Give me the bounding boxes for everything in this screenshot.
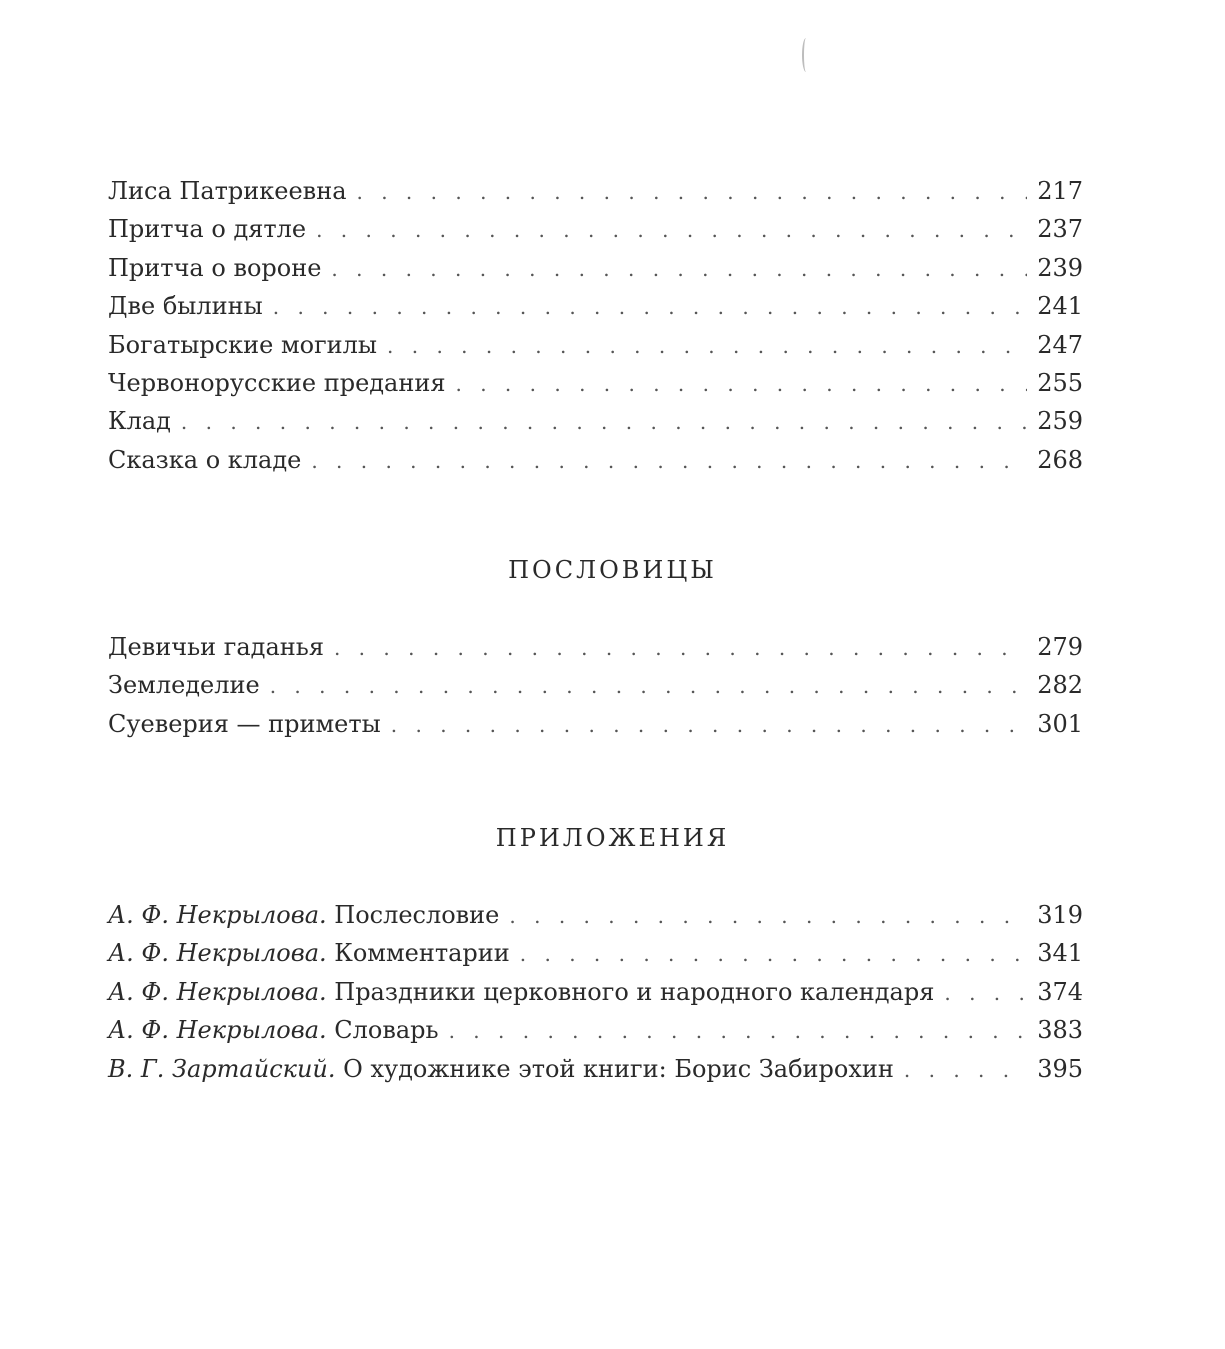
entry-title: Клад: [108, 407, 171, 436]
leader-dots: [334, 629, 1027, 667]
entry-page: 395: [1037, 1054, 1083, 1083]
toc-entry: [108, 628, 1083, 666]
entry-page: 255: [1037, 368, 1083, 397]
entry-page: 239: [1037, 253, 1083, 282]
leader-dots: [449, 1012, 1028, 1050]
entry-page: 319: [1037, 901, 1083, 929]
leader-dots: [520, 935, 1027, 973]
toc-entry: [108, 441, 1083, 479]
leader-dots: [391, 706, 1027, 744]
entry-title: Девичьи гаданья: [108, 633, 324, 661]
section-heading-proverbs: ПОСЛОВИЦЫ: [508, 556, 717, 584]
leader-dots: [273, 288, 1027, 326]
entry-author: А. Ф. Некрылова.: [108, 1016, 327, 1045]
entry-page: 241: [1037, 292, 1083, 321]
entry-page: 237: [1037, 215, 1083, 244]
entry-page: 374: [1037, 977, 1083, 1006]
entry-title-text: Праздники церковного и народного календаря: [334, 977, 935, 1006]
toc-entry: [108, 326, 1083, 364]
leader-dots: [387, 327, 1027, 365]
entry-title: Притча о дятле: [108, 215, 307, 244]
entry-title: Притча о вороне: [108, 253, 322, 282]
leader-dots: [331, 250, 1027, 288]
toc-entry: [108, 172, 1083, 210]
leader-dots: [944, 974, 1027, 1012]
entry-title-text: Послесловие: [334, 901, 500, 929]
entry-page: 268: [1037, 445, 1083, 474]
entry-title: Две былины: [108, 292, 263, 321]
leader-dots: [456, 365, 1028, 403]
entry-page: 217: [1037, 177, 1083, 205]
toc-list-proverbs: [108, 628, 1083, 743]
entry-title: [108, 1050, 894, 1088]
entry-title: [108, 1011, 439, 1049]
entry-title: [108, 973, 934, 1011]
leader-dots: [357, 173, 1028, 211]
entry-page: 259: [1037, 407, 1083, 436]
entry-title: Лиса Патрикеевна: [108, 177, 347, 205]
entry-page: 301: [1037, 709, 1083, 738]
leader-dots: [270, 667, 1027, 705]
entry-author: А. Ф. Некрылова.: [108, 901, 327, 929]
entry-page: 341: [1037, 939, 1083, 968]
toc-entry: [108, 666, 1083, 704]
entry-title-text: О художнике этой книги: Борис Забирохин: [343, 1054, 894, 1083]
entry-author: А. Ф. Некрылова.: [108, 939, 327, 968]
leader-dots: [509, 897, 1027, 935]
section-heading-appendices: ПРИЛОЖЕНИЯ: [495, 824, 730, 852]
toc-entry: [108, 402, 1083, 440]
toc-entry: [108, 1050, 1083, 1088]
entry-author: В. Г. Зартайский.: [108, 1054, 336, 1083]
entry-page: 383: [1037, 1016, 1083, 1045]
entry-page: 279: [1037, 633, 1083, 661]
entry-title-text: Словарь: [334, 1016, 439, 1045]
entry-title: [108, 896, 499, 934]
entry-title-text: Комментарии: [334, 939, 510, 968]
toc-entry: [108, 973, 1083, 1011]
toc-entry: [108, 896, 1083, 934]
entry-title: [108, 934, 510, 972]
leader-dots: [181, 403, 1027, 441]
entry-title: Суеверия — приметы: [108, 709, 381, 738]
entry-page: 282: [1037, 671, 1083, 700]
toc-entry: [108, 705, 1083, 743]
toc-entry: [108, 934, 1083, 972]
leader-dots: [904, 1051, 1027, 1089]
toc-entry: [108, 249, 1083, 287]
entry-title: Земледелие: [108, 671, 260, 700]
entry-title: Сказка о кладе: [108, 445, 302, 474]
toc-entry: [108, 1011, 1083, 1049]
entry-author: А. Ф. Некрылова.: [108, 977, 327, 1006]
toc-list-tales: [108, 172, 1083, 479]
leader-dots: [316, 211, 1027, 249]
toc-entry: [108, 364, 1083, 402]
entry-page: 247: [1037, 330, 1083, 359]
toc-entry: [108, 287, 1083, 325]
toc-list-appendices: [108, 896, 1083, 1088]
leader-dots: [311, 442, 1027, 480]
toc-entry: [108, 210, 1083, 248]
entry-title: Червонорусские предания: [108, 368, 446, 397]
entry-title: Богатырские могилы: [108, 330, 378, 359]
page-mark: [802, 38, 810, 72]
